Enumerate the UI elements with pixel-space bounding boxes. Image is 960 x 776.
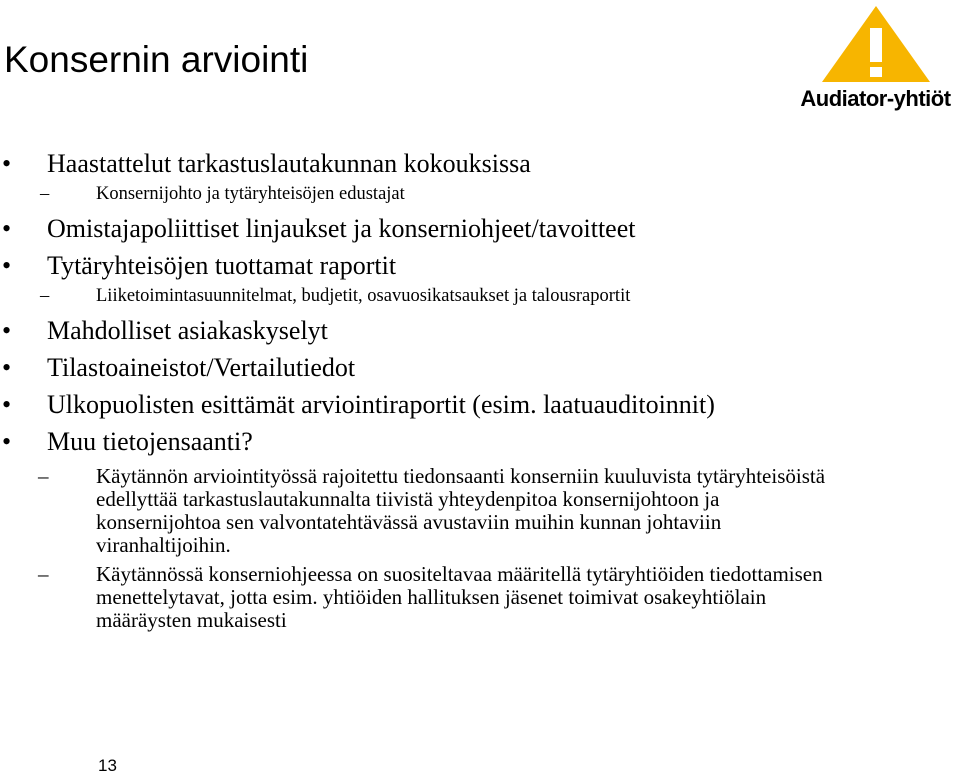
bullet-text: Tytäryhteisöjen tuottamat raportit — [47, 251, 397, 280]
warning-triangle-icon — [820, 4, 932, 84]
page-number: 13 — [98, 756, 117, 775]
dash-marker: – — [40, 184, 50, 204]
bullet-text: Ulkopuolisten esittämät arviointiraportit (esim. laatuauditoinnit) — [47, 390, 715, 419]
bullet-text: Muu tietojensaanti? — [47, 427, 253, 456]
bullet-text: Omistajapoliittiset linjaukset ja konserniohjeet/tavoitteet — [47, 214, 636, 243]
slide-title: Konsernin arviointi — [4, 39, 309, 80]
bullet-item — [0, 317, 960, 344]
bullet-item — [0, 215, 960, 242]
sub-bullet-item — [0, 465, 836, 557]
bullet-text: Haastattelut tarkastuslautakunnan kokouksissa — [47, 149, 531, 178]
sub-bullet-text: Käytännössä konserniohjeessa on suositeltavaa määritellä tytäryhtiöiden tiedottamisen menettelytavat, jotta esim. yhtiöiden hallituksen jäsenet toimivat osakeyhtiölain määräysten mukaisesti — [96, 562, 823, 632]
bullet-item — [0, 252, 960, 279]
sub-bullet-item — [0, 563, 836, 632]
logo-text: Audiator-yhtiöt — [800, 86, 951, 111]
dash-marker: – — [40, 286, 50, 306]
bullet-item — [0, 428, 960, 455]
dash-marker: – — [38, 562, 49, 586]
bullet-list — [0, 150, 960, 638]
bullet-item — [0, 391, 727, 418]
bullet-marker: • — [2, 316, 12, 345]
bullet-marker: • — [2, 427, 12, 456]
bullet-marker: • — [2, 251, 12, 280]
bullet-text: Tilastoaineistot/Vertailutiedot — [47, 353, 356, 382]
sub-bullet-text: Liiketoimintasuunnitelmat, budjetit, osavuosikatsaukset ja talousraportit — [96, 286, 631, 306]
audiator-logo — [793, 4, 958, 120]
dash-marker: – — [38, 464, 49, 488]
sub-bullet-text: Käytännön arviointityössä rajoitettu tiedonsaanti konserniin kuuluvista tytäryhteisöistä edellyttää tarkastuslautakunnalta tiivistä yhteydenpitoa konsernijohtoon ja konsernijohtoa sen valvontatehtävässä avustaviin muihin kunnan johtaviin viranhaltijoihin. — [96, 464, 826, 557]
sub-bullet-text: Konsernijohto ja tytäryhteisöjen edustajat — [96, 184, 405, 204]
bullet-text: Mahdolliset asiakaskyselyt — [47, 316, 328, 345]
bullet-marker: • — [2, 214, 12, 243]
bullet-marker: • — [2, 353, 12, 382]
bullet-marker: • — [2, 149, 12, 178]
sub-bullet-item — [0, 285, 796, 308]
sub-bullet-item — [0, 183, 960, 206]
bullet-item — [0, 150, 960, 177]
bullet-item — [0, 354, 960, 381]
bullet-marker: • — [2, 390, 12, 419]
